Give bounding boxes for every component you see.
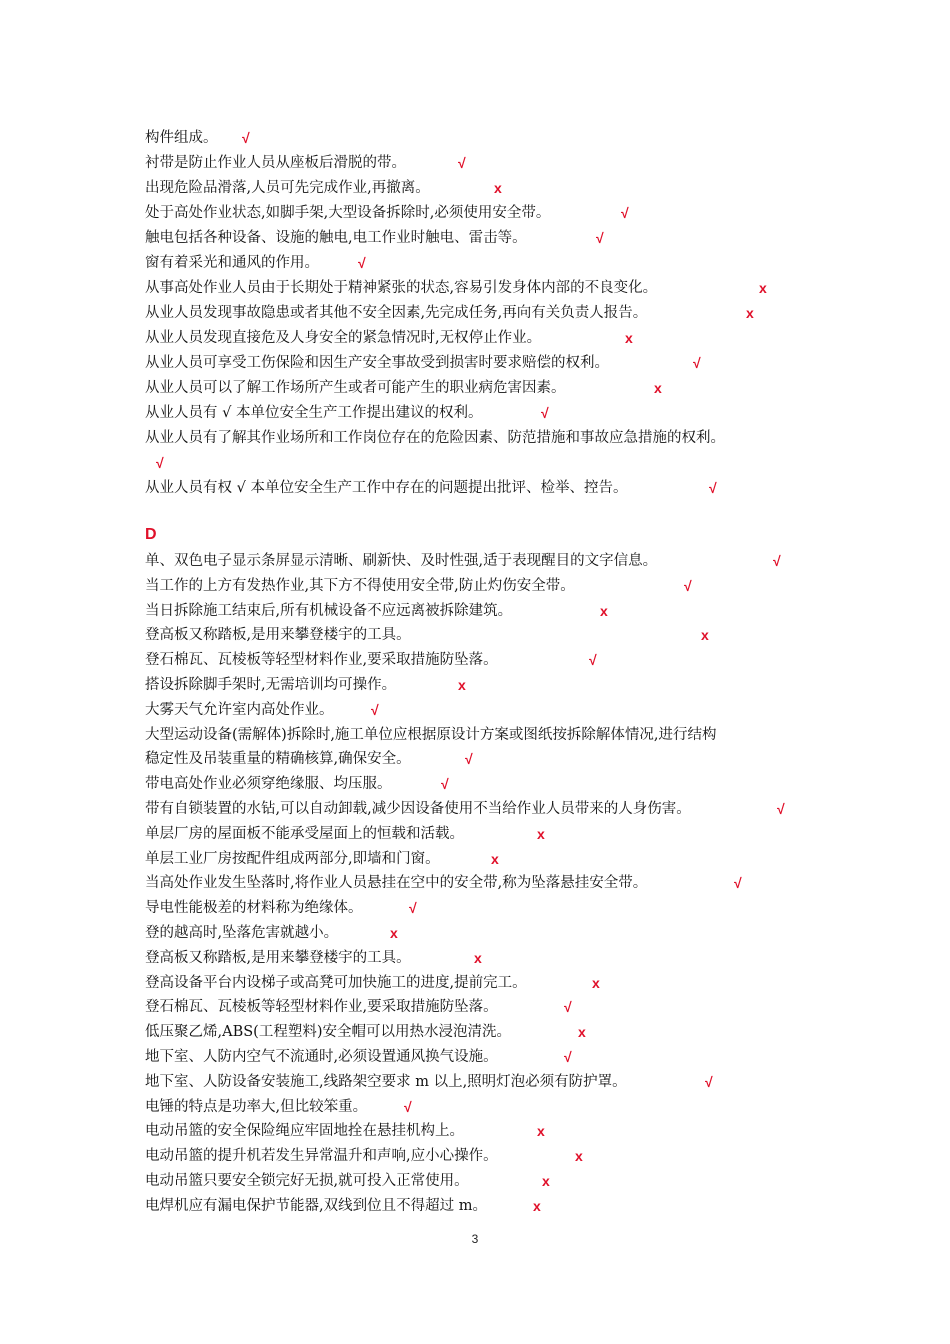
statement-line [145,1170,550,1192]
statement-text: 导电性能极差的材料称为绝缘体。 [145,900,363,917]
true-mark: √ [465,751,473,768]
statement-text: 处于高处作业状态,如脚手架,大型设备拆除时,必须使用安全带。 [145,205,551,221]
true-mark: √ [156,455,164,471]
statement-line [145,1145,583,1167]
true-mark: √ [242,130,250,146]
true-mark: √ [684,577,692,594]
statement-text: 登高设备平台内设梯子或高凳可加快施工的进度,提前完工。 [145,974,527,991]
true-mark: √ [441,776,449,793]
statement-text: 单层工业厂房按配件组成两部分,即墙和门窗。 [145,850,440,867]
false-mark: x [537,825,545,842]
statement-line [145,674,466,696]
statement-text: 窗有着采光和通风的作用。 [145,255,319,271]
statement-line [145,823,545,845]
statement-text: 从业人员有了解其作业场所和工作岗位存在的危险因素、防范措施和事故应急措施的权利。 [145,430,725,446]
true-mark: √ [358,255,366,271]
false-mark: x [491,850,499,867]
statement-text: 衬带是防止作业人员从座板后滑脱的带。 [145,155,406,171]
statement-text: 电动吊篮的提升机若发生异常温升和声响,应小心操作。 [145,1148,498,1165]
true-mark: √ [564,999,572,1016]
statement-line [145,152,466,174]
statement-text: 从业人员有权 √ 本单位安全生产工作中存在的问题提出批评、检举、控告。 [145,480,628,496]
statement-text: 从事高处作业人员由于长期处于精神紧张的状态,容易引发身体内部的不良变化。 [145,280,658,296]
statement-line [145,972,600,994]
true-mark: √ [409,900,417,917]
statement-text: 登石棉瓦、瓦棱板等轻型材料作业,要采取措施防坠落。 [145,652,498,669]
statement-text: 单、双色电子显示条屏显示清晰、刷新快、及时性强,适于表现醒目的文字信息。 [145,553,658,569]
statement-text: 低压聚乙烯,ABS(工程塑料)安全帽可以用热水浸泡清洗。 [145,1024,511,1041]
statement-line [145,377,662,399]
true-mark: √ [734,875,742,892]
statement-text: 电焊机应有漏电保护节能器,双线到位且不得超过 m。 [145,1197,487,1214]
statement-text: 当日拆除施工结束后,所有机械设备不应远离被拆除建筑。 [145,602,513,619]
statement-line [145,477,717,499]
false-mark: x [390,925,398,941]
statement-text: 大雾天气允许室内高处作业。 [145,701,334,718]
false-mark: x [592,974,600,991]
statement-line [145,1046,572,1068]
statement-line [145,327,633,349]
statement-line [145,252,366,274]
statement-text: 单层厂房的屋面板不能承受屋面上的恒载和活载。 [145,825,464,842]
statement-text: 带电高处作业必须穿绝缘服、均压服。 [145,776,392,793]
statement-line [145,550,781,572]
true-mark: √ [693,355,701,371]
statement-text: 从业人员可以了解工作场所产生或者可能产生的职业病危害因素。 [145,380,566,396]
false-mark: x [474,949,482,966]
statement-line [145,277,767,299]
true-mark: √ [773,553,781,569]
true-mark: √ [705,1073,713,1090]
statement-line [145,922,398,944]
statement-line [145,649,597,671]
false-mark: x [600,602,608,619]
true-mark: √ [777,801,785,817]
false-mark: x [458,677,466,693]
statement-line [145,1021,586,1043]
statement-text: 从业人员可享受工伤保险和因生产安全事故受到损害时要求赔偿的权利。 [145,355,609,371]
statement-line [145,897,417,919]
statement-text: 电动吊篮只要安全锁完好无损,就可投入正常使用。 [145,1173,469,1189]
statement-text: 触电包括各种设备、设施的触电,电工作业时触电、雷击等。 [145,230,527,246]
false-mark: x [494,180,502,196]
statement-text: 大型运动设备(需解体)拆除时,施工单位应根据原设计方案或图纸按拆除解体情况,进行结构 [145,726,717,743]
statement-line [145,1096,412,1118]
statement-text: 搭设拆除脚手架时,无需培训均可操作。 [145,677,397,693]
statement-line [145,227,604,249]
statement-text: 从业人员发现直接危及人身安全的紧急情况时,无权停止作业。 [145,330,542,346]
statement-line [145,947,482,969]
false-mark: x [537,1123,545,1140]
false-mark: x [654,380,662,396]
false-mark: x [542,1173,550,1189]
statement-text: 当工作的上方有发热作业,其下方不得使用安全带,防止灼伤安全带。 [145,577,575,594]
true-mark: √ [458,155,466,171]
statement-line [145,302,754,324]
true-mark: √ [371,701,379,718]
statement-line [145,575,692,597]
page-number: 3 [471,1232,479,1246]
statement-text: 登石棉瓦、瓦棱板等轻型材料作业,要采取措施防坠落。 [145,999,498,1016]
true-mark: √ [709,480,717,496]
true-mark: √ [541,405,549,421]
statement-text: 从业人员发现事故隐患或者其他不安全因素,先完成任务,再向有关负责人报告。 [145,305,648,321]
statement-text: 登的越高时,坠落危害就越小。 [145,925,339,941]
false-mark: x [625,330,633,346]
statement-line [145,402,549,424]
statement-text: 地下室、人防内空气不流通时,必须设置通风换气设施。 [145,1049,498,1065]
statement-line [145,699,379,721]
statement-text: 当高处作业发生坠落时,将作业人员悬挂在空中的安全带,称为坠落悬挂安全带。 [145,875,648,892]
statement-line [145,872,742,894]
true-mark: √ [564,1049,572,1065]
statement-text: 带有自锁装置的水钻,可以自动卸载,减少因设备使用不当给作业人员带来的人身伤害。 [145,801,691,817]
true-mark: √ [404,1098,412,1115]
statement-line [145,202,629,224]
statement-line [145,177,502,199]
statement-line [145,427,725,449]
statement-line [145,1120,545,1142]
statement-line [145,1071,713,1093]
false-mark: x [578,1024,586,1041]
statement-line [145,748,473,770]
true-mark: √ [621,205,629,221]
false-mark: x [746,305,754,321]
false-mark: x [759,280,767,296]
statement-line [145,996,572,1018]
statement-text: 构件组成。 [145,130,218,146]
section-heading: D [145,526,157,543]
statement-line [145,848,499,870]
statement-text: 电锤的特点是功率大,但比较笨重。 [145,1098,368,1115]
statement-line [145,798,785,820]
true-mark: √ [596,230,604,246]
statement-line [145,127,250,149]
true-mark: √ [589,652,597,669]
false-mark: x [533,1197,541,1214]
statement-text: 电动吊篮的安全保险绳应牢固地拴在悬挂机构上。 [145,1123,464,1140]
statement-line [145,724,717,746]
false-mark: x [701,627,709,644]
statement-text: 从业人员有 √ 本单位安全生产工作提出建议的权利。 [145,405,483,421]
statement-line [145,1195,541,1217]
statement-text: 登高板又称踏板,是用来攀登楼宇的工具。 [145,949,411,966]
statement-line [145,773,449,795]
statement-text: 稳定性及吊装重量的精确核算,确保安全。 [145,751,411,768]
statement-text: 登高板又称踏板,是用来攀登楼宇的工具。 [145,627,411,644]
statement-line [145,624,709,646]
statement-line [145,352,701,374]
statement-text: 地下室、人防设备安装施工,线路架空要求 m 以上,照明灯泡必须有防护罩。 [145,1073,627,1090]
statement-line [145,600,608,622]
false-mark: x [575,1148,583,1165]
statement-text: 出现危险品滑落,人员可先完成作业,再撤离。 [145,180,430,196]
